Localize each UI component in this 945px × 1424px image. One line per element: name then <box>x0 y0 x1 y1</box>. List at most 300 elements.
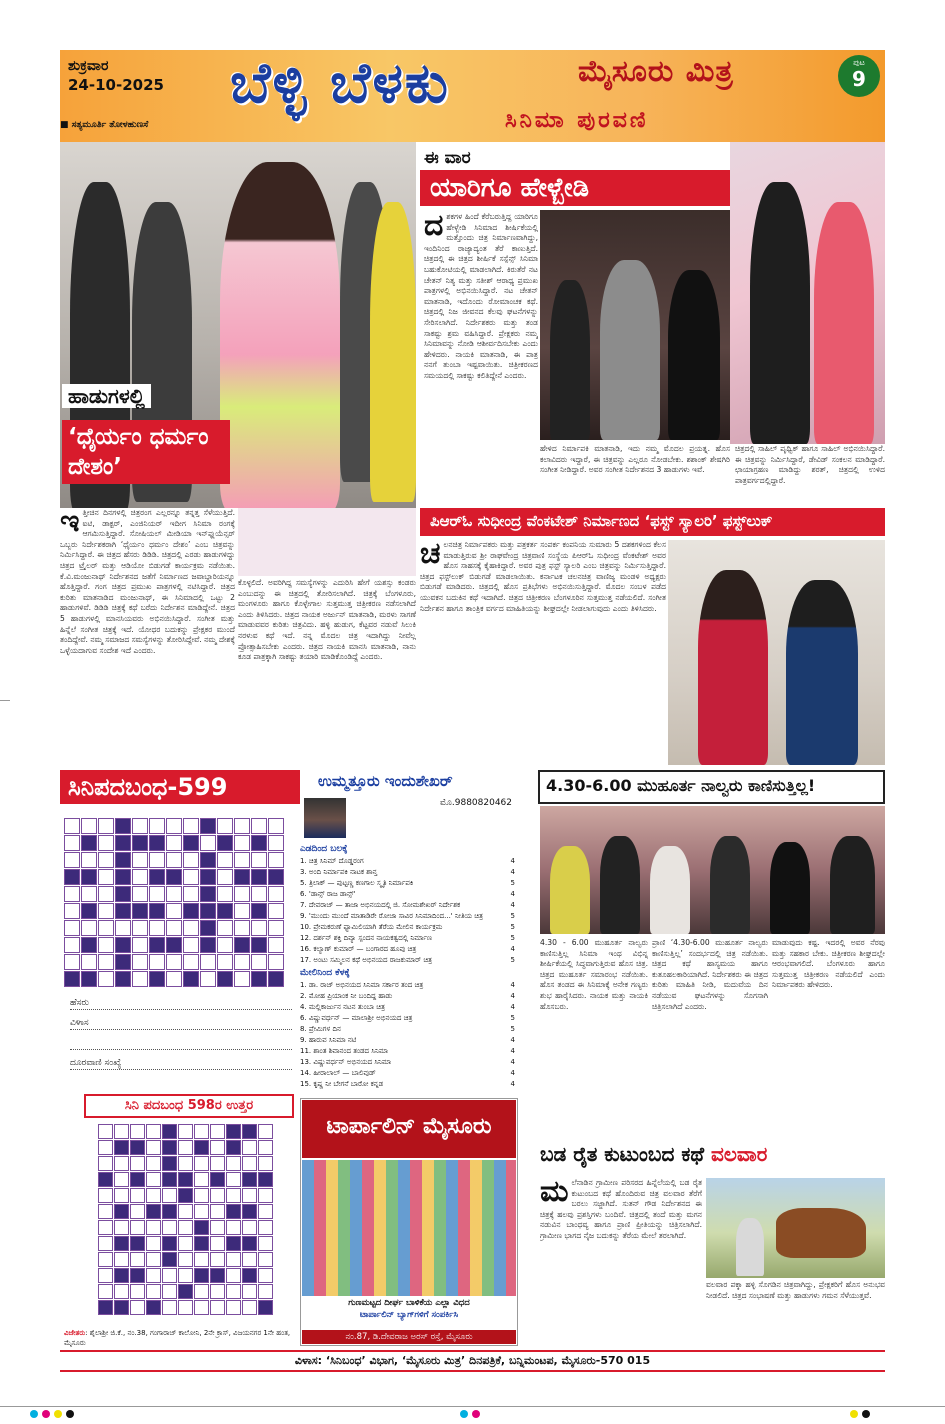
answer-heading: ಸಿನಿ ಪದಬಂಧ 598ರ ಉತ್ತರ <box>84 1094 294 1118</box>
crossword-cell[interactable] <box>200 971 216 987</box>
firstlook-photo <box>668 540 885 765</box>
section-headline: 4.30-6.00 ಮುಹೂರ್ತ ನಾಲ್ವರು ಕಾಣಿಸುತ್ತಿಲ್ಲ! <box>538 770 885 804</box>
crossword-clue <box>300 1013 515 1024</box>
author-phone: ಮೊ.9880820462 <box>440 798 513 808</box>
answer-block <box>226 1140 241 1155</box>
clue-text: 13. ವಿಷ್ಣುವರ್ಧನ್ ಅಭಿನಯದ ಸಿನಿಮಾ <box>300 1058 392 1066</box>
answer-cell <box>226 1188 241 1203</box>
down-heading: ಮೇಲಿನಿಂದ ಕೆಳಕ್ಕೆ <box>300 968 350 978</box>
answer-cell <box>98 1284 113 1299</box>
dropcap: ಮ <box>540 1178 569 1209</box>
clue-length: 5 <box>510 923 515 931</box>
cow-figure <box>776 1208 866 1258</box>
crossword-cell[interactable] <box>268 903 284 919</box>
answer-block <box>178 1172 193 1187</box>
crossword-cell[interactable] <box>166 954 182 970</box>
crossword-clue <box>300 933 515 944</box>
answer-cell <box>114 1124 129 1139</box>
clue-text: 15. ಕೃಷ್ಣ ನೀ ಬೇಗನೆ ಬಾರೋ ಕನ್ನಡ <box>300 1080 384 1088</box>
crossword-block <box>81 971 97 987</box>
crossword-cell[interactable] <box>183 886 199 902</box>
address-field[interactable]: ವಿಳಾಸ <box>70 1018 292 1030</box>
answer-block <box>114 1236 129 1251</box>
clue-text: 17. ಅಂಟು ಸಮ್ಮಿಲನ ಕಥೆ ಅಭಿನಯದ ರಾಜಕುಮಾರ್ ಚಿತ್ರ <box>300 956 433 964</box>
page-editor: ■ ಸತ್ಯಮೂರ್ತಿ ತೋಳಹುಣಸೆ <box>60 120 149 130</box>
crossword-block <box>200 920 216 936</box>
crossword-cell[interactable] <box>98 818 114 834</box>
answer-cell <box>242 1220 257 1235</box>
clue-text: 8. ಪ್ರೇಮಿಗಳ ದಿನ <box>300 1025 341 1033</box>
answer-cell <box>146 1236 161 1251</box>
crossword-cell[interactable] <box>217 920 233 936</box>
crossword-cell[interactable] <box>234 971 250 987</box>
crossword-block <box>200 903 216 919</box>
answer-block <box>162 1124 177 1139</box>
person-figure <box>698 570 768 765</box>
valavara-photo <box>706 1178 885 1278</box>
crossword-grid[interactable] <box>64 818 288 986</box>
crossword-cell[interactable] <box>81 818 97 834</box>
answer-cell <box>210 1140 225 1155</box>
crossword-block <box>251 835 267 851</box>
crossword-cell[interactable] <box>268 886 284 902</box>
masthead-banner <box>60 50 885 142</box>
answer-cell <box>178 1252 193 1267</box>
crossword-block <box>217 903 233 919</box>
crossword-cell[interactable] <box>268 818 284 834</box>
registration-mark <box>850 1410 858 1418</box>
person-figure <box>786 580 858 765</box>
press-event-photo <box>540 210 730 440</box>
answer-cell <box>130 1156 145 1171</box>
crossword-cell[interactable] <box>149 954 165 970</box>
crossword-block <box>200 869 216 885</box>
person-figure <box>370 202 416 502</box>
name-field[interactable]: ಹೆಸರು <box>70 998 292 1010</box>
crossword-block <box>251 971 267 987</box>
clue-length: 4 <box>510 1047 515 1055</box>
clue-text: 3. ಅಂದಿ ನಿರ್ಮಾಪಕಿ ನಾಟಕ ಶಾನ್ತ <box>300 868 378 876</box>
answer-cell <box>130 1124 145 1139</box>
crossword-cell[interactable] <box>183 937 199 953</box>
crossword-cell[interactable] <box>98 971 114 987</box>
crossword-cell[interactable] <box>217 818 233 834</box>
person-figure <box>668 270 720 440</box>
answer-block <box>226 1236 241 1251</box>
crossword-clue <box>300 911 515 922</box>
crossword-cell[interactable] <box>251 954 267 970</box>
answer-block <box>194 1220 209 1235</box>
songs-kicker: ಹಾಡುಗಳಲ್ಲಿ <box>62 384 151 408</box>
actress-figure <box>220 162 340 508</box>
crossword-cell[interactable] <box>183 954 199 970</box>
crossword-clue <box>300 922 515 933</box>
answer-cell <box>162 1220 177 1235</box>
crossword-block <box>115 886 131 902</box>
answer-cell <box>210 1300 225 1315</box>
person-figure <box>550 280 590 440</box>
answer-cell <box>242 1284 257 1299</box>
answer-cell <box>210 1204 225 1219</box>
answer-block <box>194 1236 209 1251</box>
crossword-cell[interactable] <box>64 954 80 970</box>
clue-text: 2. ಮೋಹ ಪ್ರಿಯಾಂಕ ನೀ ಬಂದಿದ್ದ ಹಾಡು <box>300 992 393 1000</box>
answer-block <box>210 1268 225 1283</box>
crossword-cell[interactable] <box>98 954 114 970</box>
crossword-block <box>149 971 165 987</box>
crossword-cell[interactable] <box>149 886 165 902</box>
crossword-cell[interactable] <box>166 818 182 834</box>
answer-cell <box>146 1252 161 1267</box>
crossword-cell[interactable] <box>166 886 182 902</box>
crossword-cell[interactable] <box>183 852 199 868</box>
crossword-cell[interactable] <box>149 852 165 868</box>
crossword-cell[interactable] <box>217 954 233 970</box>
clue-text: 14. ಹೀರಾಲಾಲ್ — ಬಾಲಿವುಡ್ <box>300 1069 376 1077</box>
crossword-block <box>115 818 131 834</box>
crossword-block <box>81 903 97 919</box>
answer-cell <box>98 1252 113 1267</box>
crossword-cell[interactable] <box>64 852 80 868</box>
answer-cell <box>162 1188 177 1203</box>
crossword-clue <box>300 1046 515 1057</box>
crossword-clue <box>300 1068 515 1079</box>
answer-block <box>194 1140 209 1155</box>
crossword-cell[interactable] <box>166 835 182 851</box>
article-column: ಕೊಳ್ಳಲಿದೆ. ಅವರಿಗಿದ್ದ ಸಮಸ್ಯೆಗಳನ್ನು ಎದುರಿಸಿ ಹೇಗೆ ಯಶಸ್ಸು ಕಂಡರು ಎಂಬುದನ್ನು ಈ ಚಿತ್ರದಲ್ಲಿ ತೋರಿಸಲಾಗಿದೆ. ಚಿತ್ರಕ್ಕೆ ಬೆಂಗಳೂರು, ಮಂಗಳೂರು ಹಾಗೂ ಕೊಳ್ಳೇಗಾಲ ಸುತ್ತಮುತ್ತ ಚಿತ್ರೀಕರಣ ನಡೆಸಲಾಗಿದೆ ಎಂದು ತಿಳಿಸಿದರು. ಚಿತ್ರದ ನಾಯಕ ಅರ್ಜುನ್ ಮಾತನಾಡಿ, ಮರಳು ಸಾಗಣೆ ಮಾಡುವವರ ಕುರಿತು ಚಿತ್ರವಿದು. ಹಳ್ಳಿ ಹುಡುಗ, ಕೆಟ್ಟವರ ನಡುವೆ ಸಿಲುಕಿ ನರಳುವ ಕಥೆ ಇದೆ. ನನ್ನ ಮೊದಲ ಚಿತ್ರ ಇದಾಗಿದ್ದು ನೀವೆಲ್ಲ ಪ್ರೋತ್ಸಾಹಿಸಬೇಕು ಎಂದರು. ಚಿತ್ರದ ನಾಯಕಿ ಮಾನಸಿ ಮಾತನಾಡಿ, ನಾನು ಕೂಡ ಪಾತ್ರಕ್ಕಾಗಿ ಸಾಕಷ್ಟು ತಯಾರಿ ಮಾಡಿಕೊಂಡಿದ್ದೆ ಎಂದರು. <box>238 578 416 662</box>
crossword-cell[interactable] <box>166 852 182 868</box>
clue-length: 4 <box>510 890 515 898</box>
crossword-cell[interactable] <box>81 954 97 970</box>
crossword-cell[interactable] <box>234 852 250 868</box>
section-headline: ಯಾರಿಗೂ ಹೇಳ್ಬೇಡಿ <box>420 170 730 206</box>
crossword-cell[interactable] <box>64 937 80 953</box>
answer-cell <box>242 1188 257 1203</box>
crossword-cell[interactable] <box>217 886 233 902</box>
crossword-cell[interactable] <box>268 920 284 936</box>
clue-length: 5 <box>510 1025 515 1033</box>
dropcap: ದ <box>424 212 444 243</box>
crossword-cell[interactable] <box>98 869 114 885</box>
crossword-cell[interactable] <box>81 920 97 936</box>
crossword-cell[interactable] <box>217 852 233 868</box>
answer-cell <box>210 1220 225 1235</box>
crossword-cell[interactable] <box>251 852 267 868</box>
article-column: ಪ್ರಾಣಿ ‘4.30-6.00 ಮುಹೂರ್ತ ನಾಲ್ವರು ಕಾಣಿಸುತ್ತಿಲ್ಲ’ ಸಂದರ್ಭದಲ್ಲಿ ಚಿತ್ರ ನಡೆಯಿತು. ಚಿತ್ರದ ಕಥೆ ಹಾಸ್ಯಮಯ ಹಾಗೂ ಕುತೂಹಲಕಾರಿಯಾಗಿದೆ. ನಿರ್ದೇಶಕರು ಈ ಚಿತ್ರದ ಕುರಿತು ಮಾಹಿತಿ ನೀಡಿ, ಮದುವೆಯ ದಿನ ನಡೆಯುವ ಘಟನೆಗಳನ್ನು ಸೊಗಸಾಗಿ ಚಿತ್ರಿಸಲಾಗಿದೆ ಎಂದರು. <box>652 938 768 1011</box>
answer-block <box>114 1204 129 1219</box>
crossword-clue <box>300 856 515 867</box>
clue-length: 5 <box>510 912 515 920</box>
answer-cell <box>98 1124 113 1139</box>
crossword-clue <box>300 980 515 991</box>
person-figure <box>770 842 810 934</box>
answer-block <box>242 1236 257 1251</box>
clue-text: 10. ಪ್ರೇಮಕರುಣೆ ಫ್ಯಾಮಿಲಿಯಾಗಿ ತೆರೆಯ ಮೇಲಿನ ಕಾರ್ಯಕ್ರಮ <box>300 923 443 931</box>
crossword-block <box>115 852 131 868</box>
clue-text: 4. ಮಲ್ಲಿಕಾರ್ಜುನ ನಟನ ತುಂಬಾ ಚಿತ್ರ <box>300 1003 385 1011</box>
crossword-cell[interactable] <box>81 886 97 902</box>
crossword-block <box>234 869 250 885</box>
answer-cell <box>178 1236 193 1251</box>
crossword-block <box>149 903 165 919</box>
crossword-cell[interactable] <box>234 954 250 970</box>
section-headline: ಪಿಆರ್‌ಓ ಸುಧೀಂದ್ರ ವೆಂಕಟೇಶ್ ನಿರ್ಮಾಣದ ‘ಫಸ್ಟ್ ಸ್ಯಾಲರಿ’ ಫಸ್ಟ್‌ಲುಕ್ <box>420 508 885 536</box>
dropcap: ಚ <box>420 540 441 571</box>
crossword-cell[interactable] <box>98 886 114 902</box>
answer-cell <box>210 1124 225 1139</box>
answer-cell <box>130 1300 145 1315</box>
person-figure <box>736 1218 764 1276</box>
answer-block <box>162 1172 177 1187</box>
clue-length: 4 <box>510 868 515 876</box>
article-column: ಹೇಳಿದ ನಿರ್ಮಾಪಕಿ ಮಾತನಾಡಿ, ಇದು ನಮ್ಮ ಮೊದಲ ಪ್ರಯತ್ನ. ಹೊಸ ಕಲಾವಿದರು ಇದ್ದಾರೆ, ಈ ಚಿತ್ರವನ್ನು ಎಲ್ಲರೂ ನೋಡಬೇಕು. ಶಶಾಂಕ್ ಶೇಷಗಿರಿ ಸಂಗೀತ ನೀಡಿದ್ದಾರೆ. ಅವರ ಸಂಗೀತ ನಿರ್ದೇಶನದ 3 ಹಾಡುಗಳು ಇವೆ. <box>540 444 730 475</box>
crossword-cell[interactable] <box>64 818 80 834</box>
page-number-badge <box>838 55 880 97</box>
crossword-block <box>217 971 233 987</box>
lead-pair-photo <box>730 142 885 444</box>
crossword-cell[interactable] <box>234 886 250 902</box>
answer-block <box>130 1172 145 1187</box>
clue-length: 4 <box>510 1080 515 1088</box>
crossword-cell[interactable] <box>200 954 216 970</box>
crossword-cell[interactable] <box>251 920 267 936</box>
answer-cell <box>226 1284 241 1299</box>
crossword-cell[interactable] <box>115 920 131 936</box>
answer-cell <box>226 1156 241 1171</box>
answer-block <box>130 1268 145 1283</box>
crossword-cell[interactable] <box>166 920 182 936</box>
crossword-cell[interactable] <box>166 971 182 987</box>
answer-cell <box>194 1252 209 1267</box>
crossword-cell[interactable] <box>98 903 114 919</box>
answer-block <box>194 1268 209 1283</box>
clue-length: 5 <box>510 934 515 942</box>
crossword-block <box>183 903 199 919</box>
crossword-cell[interactable] <box>268 954 284 970</box>
crossword-cell[interactable] <box>268 835 284 851</box>
crossword-block <box>200 852 216 868</box>
person-figure <box>650 846 690 934</box>
answer-cell <box>130 1188 145 1203</box>
crossword-cell[interactable] <box>64 920 80 936</box>
answer-cell <box>210 1156 225 1171</box>
ad-tagline: ಟಾರ್ಪಾಲಿನ್ ಬ್ಯಾಗ್‌ಗಳಿಗೆ ಸಂಪರ್ಕಿಸಿ <box>359 1310 459 1320</box>
answer-cell <box>194 1172 209 1187</box>
registration-mark <box>66 1410 74 1418</box>
answer-cell <box>242 1140 257 1155</box>
across-heading: ಎಡದಿಂದ ಬಲಕ್ಕೆ <box>300 844 348 854</box>
crossword-cell[interactable] <box>64 886 80 902</box>
answer-cell <box>226 1252 241 1267</box>
crossword-block <box>115 869 131 885</box>
crossword-cell[interactable] <box>132 886 148 902</box>
crossword-cell[interactable] <box>268 937 284 953</box>
actress-figure <box>814 202 874 444</box>
answer-cell <box>258 1220 273 1235</box>
answer-cell <box>98 1268 113 1283</box>
author-photo <box>304 798 346 838</box>
clue-length: 4 <box>510 1003 515 1011</box>
crossword-block <box>81 835 97 851</box>
answer-cell <box>146 1172 161 1187</box>
answer-cell <box>146 1124 161 1139</box>
answer-cell <box>146 1156 161 1171</box>
clue-text: 9. ಹಾರುವ ಸಿನಿಮಾ ನಟಿ <box>300 1036 357 1044</box>
crossword-cell[interactable] <box>183 869 199 885</box>
ad-tagline: ಗುಣಮಟ್ಟದ ದೀರ್ಘ ಬಾಳಿಕೆಯ ಎಲ್ಲಾ ವಿಧದ <box>348 1298 470 1308</box>
supplement-subtitle: ಸಿನಿಮಾ ಪುರವಣಿ <box>505 108 649 133</box>
answer-block <box>242 1204 257 1219</box>
crossword-cell[interactable] <box>268 852 284 868</box>
crossword-block <box>251 937 267 953</box>
answer-cell <box>194 1124 209 1139</box>
answer-cell <box>114 1188 129 1203</box>
clue-length: 4 <box>510 857 515 865</box>
clue-text: 16. ಕಲ್ಯಾಣ್ ಕುಮಾರ್ — ಬಂಗಾರದ ಹೂವು ಚಿತ್ರ <box>300 945 417 953</box>
crossword-cell[interactable] <box>183 818 199 834</box>
article-column: ವಲವಾರ ಪಕ್ಕಾ ಹಳ್ಳಿ ಸೊಗಡಿನ ಚಿತ್ರವಾಗಿದ್ದು, ಪ್ರೇಕ್ಷಕರಿಗೆ ಹೊಸ ಅನುಭವ ನೀಡಲಿದೆ. ಚಿತ್ರದ ಸಂಭಾಷಣೆ ಮತ್ತು ಹಾಡುಗಳು ಗಮನ ಸೆಳೆಯುತ್ತವೆ. <box>706 1280 885 1300</box>
answer-cell <box>194 1188 209 1203</box>
crossword-block <box>81 937 97 953</box>
phone-field[interactable]: ದೂರವಾಣಿ ಸಂಖ್ಯೆ <box>70 1058 292 1070</box>
crossword-cell[interactable] <box>251 818 267 834</box>
crossword-cell[interactable] <box>183 920 199 936</box>
answer-cell <box>226 1300 241 1315</box>
answer-cell <box>162 1268 177 1283</box>
crossword-cell[interactable] <box>217 869 233 885</box>
article-column <box>420 540 666 765</box>
answer-block <box>114 1300 129 1315</box>
crossword-cell[interactable] <box>132 971 148 987</box>
answer-grid <box>98 1124 278 1320</box>
answer-cell <box>210 1188 225 1203</box>
crossword-clue <box>300 867 515 878</box>
answer-block <box>210 1172 225 1187</box>
crossword-cell[interactable] <box>234 835 250 851</box>
crossword-cell[interactable] <box>132 818 148 834</box>
person-figure <box>600 260 660 440</box>
crossword-block <box>81 869 97 885</box>
article-text: ಶಕಗಳ ಹಿಂದೆ ಕೆರೆಬರುತ್ತಿದ್ದ ಯಾರಿಗೂ ಹೇಳ್ಬೇಡಿ ಸಿನಿಮಾದ ಶೀರ್ಷಿಕೆಯಲ್ಲಿ ಮತ್ತೊಂದು ಚಿತ್ರ ನಿರ್ಮಾಣವಾಗಿದ್ದು, ಇಂದಿನಿಂದ ರಾಜ್ಯಾದ್ಯಂತ ತೆರೆ ಕಾಣುತ್ತಿದೆ. ಚಿತ್ರದಲ್ಲಿ ಈ ಚಿತ್ರದ ಶೀರ್ಷಿಕೆ ಸಸ್ಪೆನ್ಸ್ ಸಿನಿಮಾ ಬಹುಕೋಟಿಯಲ್ಲಿ ಮಾಡಲಾಗಿದೆ. ಕಿರುತೆರೆ ನಟ ಚೇತನ್ ನಿತ್ಯ ಮತ್ತು ಸತೀಶ್ ಆರಾಧ್ಯ ಪ್ರಮುಖ ಪಾತ್ರಗಳಲ್ಲಿ ಅಭಿನಯಿಸಿದ್ದಾರೆ. ನಟ ಚೇತನ್ ಮಾತನಾಡಿ, ಇದೊಂದು ರೋಮಾಂಚಕ ಕಥೆ. ಚಿತ್ರದಲ್ಲಿ ನಿಜ ಜೀವನದ ಕೆಲವು ಘಟನೆಗಳನ್ನು ಸೇರಿಸಲಾಗಿದೆ. ನಿರ್ದೇಶಕರು ಮತ್ತು ತಂಡ ಸಾಕಷ್ಟು ಶ್ರಮ ವಹಿಸಿದ್ದಾರೆ. ಪ್ರೇಕ್ಷಕರು ನಮ್ಮ ಸಿನಿಮಾವನ್ನು ನೋಡಿ ಆಶೀರ್ವದಿಸಬೇಕು ಎಂದು ಹೇಳಿದರು. ನಾಯಕಿ ಮಾತನಾಡಿ, ಈ ಪಾತ್ರ ನನಗೆ ತುಂಬಾ ಇಷ್ಟವಾಯಿತು. ಚಿತ್ರೀಕರಣದ ಸಮಯದಲ್ಲಿ ಸಾಕಷ್ಟು ಕಲಿತಿದ್ದೇನೆ ಎಂದರು. <box>424 212 538 380</box>
answer-cell <box>258 1156 273 1171</box>
answer-cell <box>194 1300 209 1315</box>
crossword-block <box>268 971 284 987</box>
crossword-cell[interactable] <box>234 903 250 919</box>
newspaper-name: ಮೈಸೂರು ಮಿತ್ರ <box>578 54 734 89</box>
answer-cell <box>178 1204 193 1219</box>
answer-cell <box>210 1236 225 1251</box>
clue-length: 4 <box>510 1036 515 1044</box>
crossword-cell[interactable] <box>251 886 267 902</box>
crossword-block <box>217 835 233 851</box>
trim-mark <box>0 700 10 701</box>
answer-cell <box>226 1268 241 1283</box>
clue-text: 11. ಶಾಂತ ಶಿವಾನಂದ ತಂಡದ ಸಿನಿಮಾ <box>300 1047 388 1055</box>
crossword-clue <box>300 1024 515 1035</box>
crossword-cell[interactable] <box>132 920 148 936</box>
crossword-clues <box>300 842 515 1092</box>
answer-cell <box>146 1268 161 1283</box>
clue-length: 4 <box>510 1058 515 1066</box>
crossword-cell[interactable] <box>149 818 165 834</box>
answer-cell <box>130 1252 145 1267</box>
muhurta-photo <box>540 806 885 934</box>
answer-block <box>178 1284 193 1299</box>
person-figure <box>550 846 590 934</box>
crossword-block <box>200 937 216 953</box>
crossword-block <box>132 903 148 919</box>
issue-date: 24-10-2025 <box>68 76 164 94</box>
clue-length: 4 <box>510 992 515 1000</box>
answer-cell <box>226 1172 241 1187</box>
crossword-cell[interactable] <box>64 903 80 919</box>
answer-cell <box>146 1188 161 1203</box>
answer-cell <box>258 1124 273 1139</box>
answer-block <box>162 1156 177 1171</box>
crossword-cell[interactable] <box>217 937 233 953</box>
answer-cell <box>178 1268 193 1283</box>
crossword-cell[interactable] <box>98 835 114 851</box>
answer-block <box>178 1188 193 1203</box>
answer-cell <box>258 1236 273 1251</box>
crossword-cell[interactable] <box>149 920 165 936</box>
answer-cell <box>178 1140 193 1155</box>
crossword-cell[interactable] <box>132 937 148 953</box>
crossword-cell[interactable] <box>132 852 148 868</box>
crossword-block <box>166 937 182 953</box>
registration-mark <box>30 1410 38 1418</box>
answer-block <box>162 1140 177 1155</box>
ad-address: ನಂ.87, ಡಿ.ದೇವರಾಜ ಅರಸ್ ರಸ್ತೆ, ಮೈಸೂರು <box>302 1330 516 1344</box>
answer-cell <box>242 1156 257 1171</box>
clue-length: 4 <box>510 1069 515 1077</box>
address-field-line[interactable] <box>70 1038 292 1050</box>
crossword-cell[interactable] <box>98 920 114 936</box>
crossword-cell[interactable] <box>166 903 182 919</box>
answer-cell <box>130 1220 145 1235</box>
article-column <box>60 508 235 768</box>
clue-length: 5 <box>510 956 515 964</box>
crossword-block <box>115 903 131 919</box>
crossword-cell[interactable] <box>98 852 114 868</box>
crossword-cell[interactable] <box>132 954 148 970</box>
answer-block <box>226 1204 241 1219</box>
answer-cell <box>162 1284 177 1299</box>
answer-block <box>98 1172 113 1187</box>
crossword-cell[interactable] <box>81 852 97 868</box>
crossword-block <box>183 971 199 987</box>
crossword-cell[interactable] <box>98 937 114 953</box>
crossword-cell[interactable] <box>234 818 250 834</box>
answer-cell <box>130 1204 145 1219</box>
answer-block <box>146 1204 161 1219</box>
registration-mark <box>54 1410 62 1418</box>
crossword-clue <box>300 1079 515 1090</box>
crossword-block <box>200 818 216 834</box>
person-figure <box>710 836 750 934</box>
crossword-cell[interactable] <box>132 869 148 885</box>
answer-cell <box>146 1140 161 1155</box>
crossword-cell[interactable] <box>234 920 250 936</box>
crossword-cell[interactable] <box>200 835 216 851</box>
actor-figure <box>750 182 810 444</box>
answer-cell <box>194 1284 209 1299</box>
crossword-author: ಉಮ್ಮತ್ತೂರು ಇಂದುಶೇಖರ್ <box>318 772 453 790</box>
crossword-clue <box>300 1057 515 1068</box>
crossword-cell[interactable] <box>64 835 80 851</box>
winners-text: ವಿಜೇತರು: ಶೈಲಾಶ್ರೀ ಜಿ.ಕೆ., ನಂ.38, ಗಂಗಾರಾಜ್ ಕಾಲೋನಿ, 2ನೇ ಕ್ರಾಸ್, ವಿಜಯನಗರ 1ನೇ ಹಂತ, ಮೈಸೂರು <box>64 1329 291 1347</box>
clue-length: 4 <box>510 901 515 909</box>
